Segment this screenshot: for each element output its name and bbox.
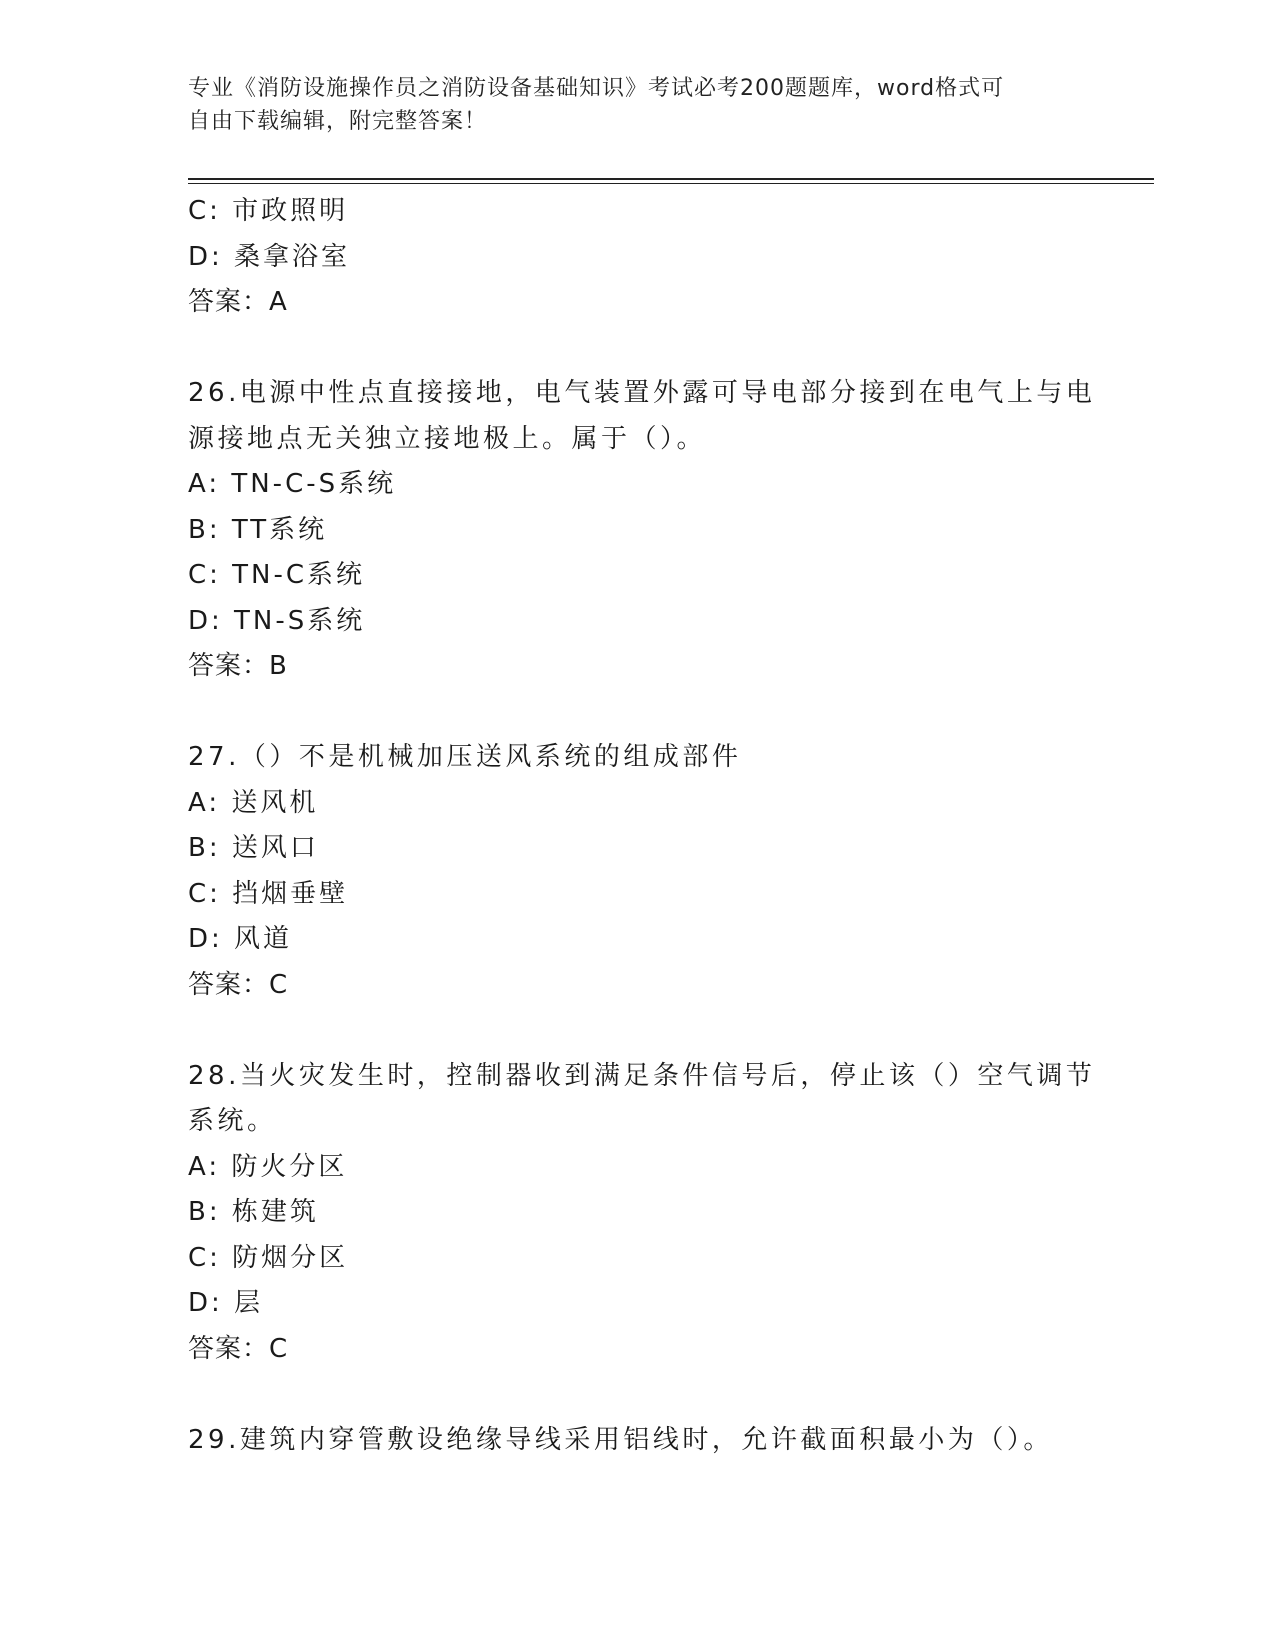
spacer — [188, 690, 1088, 736]
spacer — [188, 1372, 1088, 1418]
spacer — [188, 326, 1088, 372]
option-b: B: 送风口 — [188, 833, 319, 863]
option-d: D: 层 — [188, 1288, 264, 1318]
question-29 — [188, 1418, 1088, 1464]
header-divider-thin — [188, 183, 1154, 184]
spacer — [188, 1008, 1088, 1054]
question-list — [188, 189, 1096, 1463]
question-stem-continued: 源接地点无关独立接地极上。属于（）。 — [188, 423, 707, 454]
option-d: D: 风道 — [188, 924, 293, 954]
option-c: C: TN-C系统 — [188, 560, 366, 590]
header-line-2: 自由下载编辑，附完整答案！ — [188, 109, 488, 134]
answer: 答案：C — [188, 1333, 289, 1364]
question-stem: 29.建筑内穿管敷设绝缘导线采用铝线时，允许截面积最小为（）。 — [188, 1424, 1053, 1455]
document-header — [188, 72, 1068, 138]
question-stem: 26.电源中性点直接接地，电气装置外露可导电部分接到在电气上与电 — [188, 378, 1096, 408]
question-28 — [188, 1054, 1096, 1373]
option-c: C: 市政照明 — [188, 196, 349, 226]
question-stem: 27.（）不是机械加压送风系统的组成部件 — [188, 742, 742, 772]
option-c: C: 挡烟垂壁 — [188, 878, 349, 909]
answer: 答案：C — [188, 969, 289, 1000]
question-26 — [188, 371, 1096, 690]
header-divider — [188, 178, 1154, 180]
header-line-1: 专业《消防设施操作员之消防设备基础知识》考试必考200题题库，word格式可 — [188, 76, 1005, 101]
answer: 答案：B — [188, 651, 288, 681]
answer: 答案：A — [188, 287, 288, 317]
question-27 — [188, 735, 1088, 1008]
option-d: D: TN-S系统 — [188, 605, 366, 636]
option-a: A: TN-C-S系统 — [188, 469, 397, 499]
option-b: B: TT系统 — [188, 514, 328, 545]
option-a: A: 送风机 — [188, 787, 319, 818]
question-25 — [188, 189, 1088, 326]
question-stem: 28.当火灾发生时，控制器收到满足条件信号后，停止该（）空气调节 — [188, 1060, 1096, 1091]
option-b: B: 栋建筑 — [188, 1197, 319, 1227]
option-c: C: 防烟分区 — [188, 1242, 349, 1273]
question-stem-continued: 系统。 — [188, 1106, 277, 1136]
option-d: D: 桑拿浴室 — [188, 241, 351, 272]
option-a: A: 防火分区 — [188, 1151, 348, 1182]
